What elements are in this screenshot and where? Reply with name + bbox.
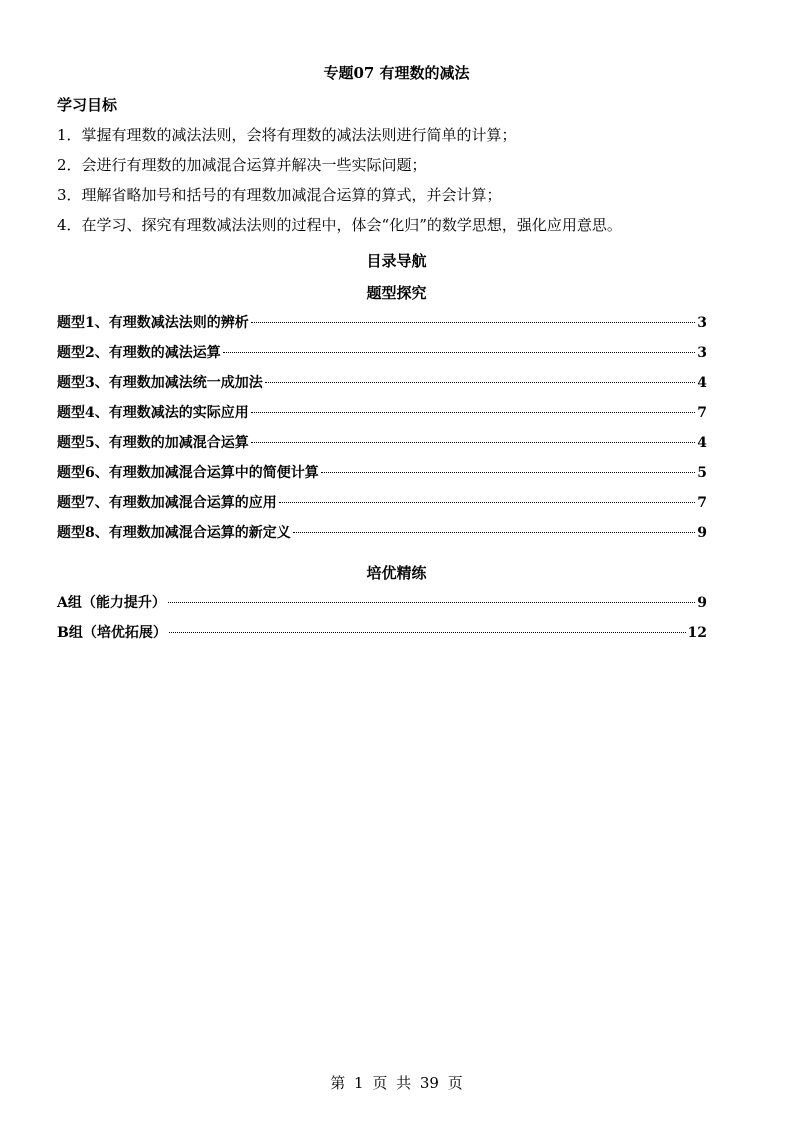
toc-leader-dots [251, 442, 696, 443]
toc-entry-page: 4 [697, 435, 707, 451]
toc-entry-label: 题型3、有理数加减法统一成加法 [57, 375, 263, 391]
toc-entry[interactable] [57, 622, 707, 644]
toc-leader-dots [321, 472, 696, 473]
toc-entry-label: A组（能力提升） [57, 595, 166, 611]
toc-entry-label: 题型1、有理数减法法则的辨析 [57, 315, 249, 331]
toc-entry[interactable] [57, 372, 707, 394]
page-footer: 第 1 页 共 39 页 [330, 1074, 463, 1092]
toc-entry-page: 9 [697, 525, 707, 541]
toc-leader-dots [293, 532, 696, 533]
toc-entry-page: 7 [697, 405, 707, 421]
toc-leader-dots [169, 632, 686, 633]
section-question-types-heading: 题型探究 [366, 284, 427, 302]
toc-leader-dots [168, 602, 695, 603]
section-practice-heading: 培优精练 [366, 564, 427, 582]
toc-entry-label: 题型6、有理数加减混合运算中的简便计算 [57, 465, 319, 481]
toc-entry-label: 题型2、有理数的减法运算 [57, 345, 221, 361]
toc-leader-dots [279, 502, 696, 503]
toc-practice [57, 592, 707, 652]
toc-entry-label: 题型4、有理数减法的实际应用 [57, 405, 249, 421]
toc-entry[interactable] [57, 402, 707, 424]
objective-item: 2．会进行有理数的加减混合运算并解决一些实际问题； [57, 156, 427, 174]
toc-entry-label: 题型7、有理数加减混合运算的应用 [57, 495, 277, 511]
toc-entry[interactable] [57, 592, 707, 614]
toc-leader-dots [251, 412, 696, 413]
toc-entry-page: 3 [697, 345, 707, 361]
toc-entry[interactable] [57, 492, 707, 514]
objectives-heading: 学习目标 [57, 96, 118, 114]
toc-entry-page: 3 [697, 315, 707, 331]
toc-question-types [57, 312, 707, 552]
toc-entry-label: B组（培优拓展） [57, 625, 167, 641]
objectives-list [57, 124, 747, 244]
objective-item: 4．在学习、探究有理数减法法则的过程中，体会“化归”的数学思想，强化应用意思。 [57, 216, 622, 234]
toc-entry-label: 题型5、有理数的加减混合运算 [57, 435, 249, 451]
document-title: 专题07 有理数的减法 [323, 64, 470, 82]
toc-leader-dots [251, 322, 696, 323]
toc-leader-dots [223, 352, 696, 353]
toc-entry[interactable] [57, 432, 707, 454]
objective-item: 3．理解省略加号和括号的有理数加减混合运算的算式，并会计算； [57, 186, 502, 204]
toc-entry-label: 题型8、有理数加减混合运算的新定义 [57, 525, 291, 541]
toc-entry-page: 7 [697, 495, 707, 511]
toc-entry[interactable] [57, 462, 707, 484]
toc-entry-page: 4 [697, 375, 707, 391]
toc-entry-page: 12 [687, 625, 707, 641]
toc-entry[interactable] [57, 522, 707, 544]
toc-heading: 目录导航 [366, 252, 427, 270]
toc-leader-dots [265, 382, 696, 383]
toc-entry[interactable] [57, 312, 707, 334]
toc-entry[interactable] [57, 342, 707, 364]
objective-item: 1．掌握有理数的减法法则，会将有理数的减法法则进行简单的计算； [57, 126, 517, 144]
toc-entry-page: 5 [697, 465, 707, 481]
toc-entry-page: 9 [697, 595, 707, 611]
